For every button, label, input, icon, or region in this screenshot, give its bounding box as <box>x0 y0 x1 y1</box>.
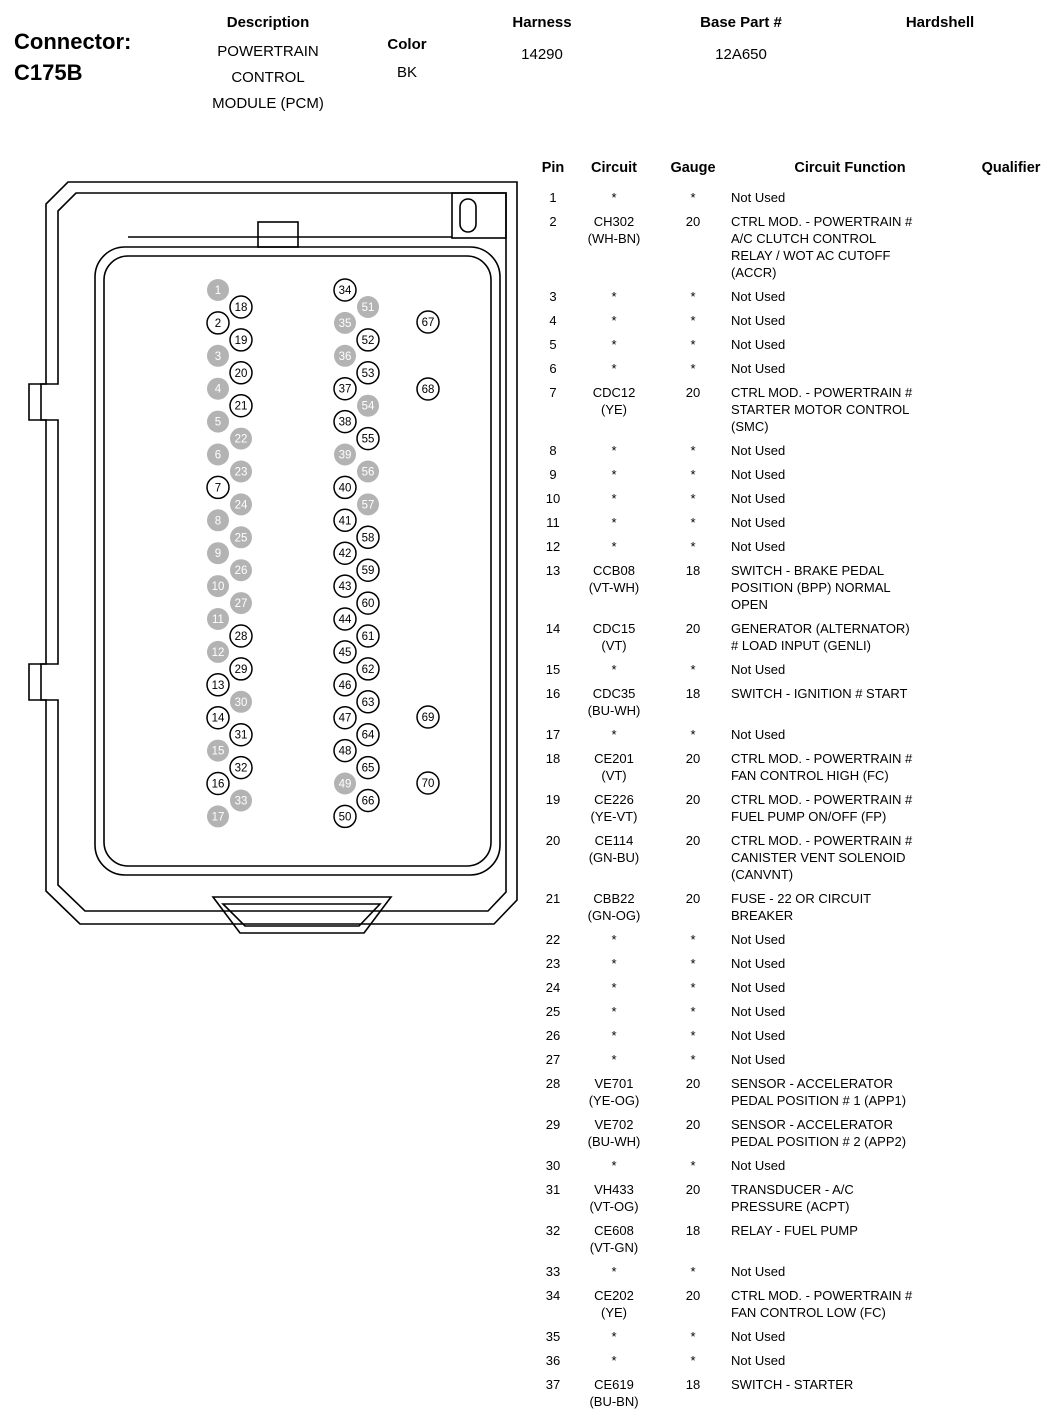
circuit-function: Not Used <box>731 361 786 376</box>
pin-30-label: 30 <box>234 696 248 709</box>
pin-33-label: 33 <box>234 795 248 808</box>
pin-row <box>533 360 1055 377</box>
pin-row <box>533 685 1055 719</box>
gauge-value: * <box>690 1158 696 1173</box>
pin-row <box>533 1003 1055 1020</box>
gauge-value: 20 <box>685 792 701 807</box>
pin-number: 27 <box>545 1052 561 1067</box>
column-header-circuit: Circuit <box>591 160 637 176</box>
pin-row <box>533 1376 1055 1410</box>
gauge-value: * <box>690 1004 696 1019</box>
pin-11-label: 11 <box>212 614 224 626</box>
circuit-function: TRANSDUCER - A/C PRESSURE (ACPT) <box>731 1182 854 1214</box>
circuit-function: Not Used <box>731 467 786 482</box>
pin-row <box>533 189 1055 206</box>
gauge-value: * <box>690 1329 696 1344</box>
pin-38-label: 38 <box>338 416 352 429</box>
gauge-value: 20 <box>685 1117 701 1132</box>
gauge-value: * <box>690 443 696 458</box>
pin-number: 11 <box>546 515 560 530</box>
harness-label: Harness <box>512 14 572 31</box>
pin-44-label: 44 <box>338 614 352 626</box>
pin-27-label: 27 <box>234 598 248 611</box>
circuit-code: * <box>611 190 617 205</box>
pin-60-label: 60 <box>361 598 375 611</box>
pin-45-label: 45 <box>338 646 352 659</box>
circuit-function: CTRL MOD. - POWERTRAIN # A/C CLUTCH CONTROL RELAY / WOT AC CUTOFF (ACCR) <box>731 214 913 280</box>
circuit-function: CTRL MOD. - POWERTRAIN # FAN CONTROL LOW (FC) <box>731 1288 913 1320</box>
circuit-function: SENSOR - ACCELERATOR PEDAL POSITION # 2 (APP2) <box>731 1117 907 1149</box>
pin-number: 29 <box>545 1117 561 1132</box>
housing-outline-inner <box>41 193 506 911</box>
pin-row <box>533 336 1055 353</box>
circuit-function: Not Used <box>731 313 786 328</box>
pin-number: 34 <box>545 1288 561 1303</box>
gauge-value: * <box>690 337 696 352</box>
description-line-1: POWERTRAIN <box>217 43 319 60</box>
pin-number: 12 <box>545 539 561 554</box>
pin-number: 33 <box>545 1264 561 1279</box>
circuit-function: Not Used <box>731 337 786 352</box>
color-block <box>376 36 438 86</box>
circuit-function: Not Used <box>731 539 786 554</box>
gauge-value: * <box>690 539 696 554</box>
circuit-code: * <box>611 727 617 742</box>
circuit-code: * <box>611 467 617 482</box>
pin-7-label: 7 <box>214 482 222 495</box>
pin-69-label: 69 <box>421 712 435 724</box>
pin-55-label: 55 <box>361 433 375 446</box>
circuit-function: CTRL MOD. - POWERTRAIN # FUEL PUMP ON/OFF (FP) <box>731 792 913 824</box>
pin-number: 26 <box>545 1028 561 1043</box>
connector-diagram <box>20 160 530 960</box>
gauge-value: 20 <box>685 891 701 906</box>
pin-56-label: 56 <box>361 466 375 479</box>
circuit-code: VE702 (BU-WH) <box>587 1117 641 1149</box>
pinout-table <box>533 160 1055 1417</box>
circuit-function: FUSE - 22 OR CIRCUIT BREAKER <box>731 891 872 923</box>
pin-22-label: 22 <box>234 433 248 446</box>
circuit-function: Not Used <box>731 1264 786 1279</box>
gauge-value: * <box>690 1264 696 1279</box>
pin-row <box>533 1027 1055 1044</box>
description-line-2: CONTROL <box>231 69 305 86</box>
circuit-function: SWITCH - STARTER <box>731 1377 854 1392</box>
circuit-function: CTRL MOD. - POWERTRAIN # FAN CONTROL HIGH (FC) <box>731 751 913 783</box>
pin-14-label: 14 <box>211 712 225 725</box>
pin-31-label: 31 <box>234 729 248 742</box>
circuit-function: Not Used <box>731 443 786 458</box>
circuit-function: CTRL MOD. - POWERTRAIN # STARTER MOTOR CONTROL (SMC) <box>731 385 913 434</box>
pin-41-label: 41 <box>338 515 352 528</box>
description-label: Description <box>226 14 310 31</box>
gauge-value: * <box>690 956 696 971</box>
column-header-pin: Pin <box>541 160 565 176</box>
pin-3-label: 3 <box>214 350 222 363</box>
circuit-code: * <box>611 956 617 971</box>
circuit-function: RELAY - FUEL PUMP <box>731 1223 858 1238</box>
gauge-value: 20 <box>685 214 701 229</box>
circuit-function: Not Used <box>731 980 786 995</box>
pin-number: 13 <box>545 563 561 578</box>
pin-53-label: 53 <box>361 367 375 380</box>
pin-39-label: 39 <box>338 449 352 462</box>
pin-row <box>533 832 1055 883</box>
circuit-code: * <box>611 662 617 677</box>
pin-68-label: 68 <box>421 384 435 396</box>
connector-label: Connector: <box>14 29 132 54</box>
pin-29-label: 29 <box>234 663 248 676</box>
pin-number: 16 <box>545 686 561 701</box>
circuit-code: * <box>611 289 617 304</box>
pin-49-label: 49 <box>338 778 352 791</box>
gauge-value: * <box>690 980 696 995</box>
circuit-function: SENSOR - ACCELERATOR PEDAL POSITION # 1 (APP1) <box>731 1076 907 1108</box>
color-label: Color <box>387 36 427 53</box>
pin-2-label: 2 <box>214 317 222 330</box>
pin-row <box>533 1328 1055 1345</box>
circuit-code: CCB08 (VT-WH) <box>588 563 640 595</box>
pin-number: 23 <box>545 956 561 971</box>
circuit-code: CH302 (WH-BN) <box>587 214 641 246</box>
harness-block <box>494 14 590 68</box>
pin-number: 2 <box>549 214 557 229</box>
pin-number: 17 <box>545 727 561 742</box>
circuit-function: Not Used <box>731 1329 786 1344</box>
pin-number: 32 <box>545 1223 561 1238</box>
circuit-code: CDC12 (YE) <box>592 385 636 417</box>
pin-57-label: 57 <box>361 499 375 512</box>
pin-26-label: 26 <box>234 565 248 578</box>
pin-34-label: 34 <box>338 285 352 297</box>
pin-16-label: 16 <box>211 778 225 791</box>
circuit-code: * <box>611 1052 617 1067</box>
circuit-function: SWITCH - BRAKE PEDAL POSITION (BPP) NORMAL OPEN <box>731 563 891 612</box>
pin-row <box>533 538 1055 555</box>
circuit-function: Not Used <box>731 1028 786 1043</box>
pin-number: 4 <box>549 313 557 328</box>
pin-number: 24 <box>545 980 561 995</box>
pin-58-label: 58 <box>361 532 375 545</box>
pin-47-label: 47 <box>338 712 352 725</box>
pinout-table-header <box>533 160 1055 177</box>
circuit-function: Not Used <box>731 1052 786 1067</box>
pin-21-label: 21 <box>234 400 248 413</box>
pin-row <box>533 661 1055 678</box>
connector-id: C175B <box>14 60 83 85</box>
pinout-table-body <box>533 189 1055 1410</box>
circuit-function: CTRL MOD. - POWERTRAIN # CANISTER VENT SOLENOID (CANVNT) <box>731 833 913 882</box>
gauge-value: 18 <box>685 563 701 578</box>
pin-number: 6 <box>549 361 557 376</box>
gauge-value: 20 <box>685 1288 701 1303</box>
circuit-code: * <box>611 491 617 506</box>
pin-row <box>533 979 1055 996</box>
description-block <box>186 14 350 117</box>
gauge-value: * <box>690 1052 696 1067</box>
bottom-latch-inner <box>223 904 380 926</box>
pin-19-label: 19 <box>234 334 248 347</box>
gauge-value: * <box>690 289 696 304</box>
pin-row <box>533 288 1055 305</box>
circuit-code: * <box>611 1028 617 1043</box>
pin-66-label: 66 <box>361 795 375 808</box>
gauge-value: 20 <box>685 1076 701 1091</box>
pin-row <box>533 1222 1055 1256</box>
description-line-3: MODULE (PCM) <box>212 95 324 112</box>
pin-64-label: 64 <box>361 729 375 742</box>
hardshell-label: Hardshell <box>905 14 975 31</box>
pin-9-label: 9 <box>214 548 222 561</box>
pin-number: 35 <box>545 1329 561 1344</box>
base-part-block <box>678 14 804 68</box>
color-value: BK <box>396 64 417 81</box>
pin-row <box>533 1157 1055 1174</box>
pin-40-label: 40 <box>338 482 352 495</box>
pin-59-label: 59 <box>361 565 375 578</box>
pin-row <box>533 442 1055 459</box>
circuit-function: Not Used <box>731 1353 786 1368</box>
pin-row <box>533 1051 1055 1068</box>
pin-number: 14 <box>545 621 561 636</box>
circuit-code: * <box>611 1353 617 1368</box>
circuit-code: CDC15 (VT) <box>592 621 636 653</box>
circuit-code: CE201 (VT) <box>594 751 634 783</box>
column-header-circuit-function: Circuit Function <box>794 160 906 176</box>
pin-number: 19 <box>545 792 561 807</box>
gauge-value: * <box>690 467 696 482</box>
pin-1-label: 1 <box>214 285 222 297</box>
pin-36-label: 36 <box>338 350 352 363</box>
pin-row <box>533 890 1055 924</box>
pin-54-label: 54 <box>361 400 375 413</box>
pin-number: 31 <box>545 1182 561 1197</box>
circuit-code: CBB22 (GN-OG) <box>587 891 641 923</box>
gauge-value: * <box>690 1028 696 1043</box>
circuit-code: CE608 (VT-GN) <box>589 1223 639 1255</box>
gauge-value: * <box>690 515 696 530</box>
pin-46-label: 46 <box>338 679 352 692</box>
pin-63-label: 63 <box>361 696 375 709</box>
pin-row <box>533 1287 1055 1321</box>
circuit-code: * <box>611 1264 617 1279</box>
circuit-code: * <box>611 313 617 328</box>
pin-6-label: 6 <box>214 449 222 462</box>
pin-row <box>533 490 1055 507</box>
circuit-function: Not Used <box>731 515 786 530</box>
harness-value: 14290 <box>521 46 563 63</box>
circuit-function: Not Used <box>731 289 786 304</box>
gauge-value: * <box>690 313 696 328</box>
pin-50-label: 50 <box>338 811 352 824</box>
pin-number: 1 <box>549 190 557 205</box>
pin-18-label: 18 <box>234 302 248 314</box>
circuit-code: CE619 (BU-BN) <box>589 1377 639 1409</box>
pin-number: 10 <box>545 491 561 506</box>
pin-row <box>533 955 1055 972</box>
pin-row <box>533 1075 1055 1109</box>
gauge-value: * <box>690 662 696 677</box>
pin-number: 37 <box>545 1377 561 1392</box>
pin-row <box>533 514 1055 531</box>
pin-row <box>533 1263 1055 1280</box>
pin-17-label: 17 <box>211 811 225 824</box>
pin-row <box>533 620 1055 654</box>
circuit-function: Not Used <box>731 1158 786 1173</box>
pin-row <box>533 312 1055 329</box>
pin-number: 8 <box>549 443 557 458</box>
pin-number: 30 <box>545 1158 561 1173</box>
pin-field <box>207 279 439 827</box>
pin-15-label: 15 <box>211 745 225 758</box>
gauge-value: 18 <box>685 1223 701 1238</box>
pin-10-label: 10 <box>211 581 225 594</box>
circuit-function: Not Used <box>731 932 786 947</box>
circuit-function: Not Used <box>731 1004 786 1019</box>
pin-number: 28 <box>545 1076 561 1091</box>
gauge-value: * <box>690 932 696 947</box>
pin-42-label: 42 <box>338 548 352 561</box>
pin-67-label: 67 <box>421 317 435 329</box>
circuit-code: CE114 (GN-BU) <box>588 833 640 865</box>
pin-number: 25 <box>545 1004 561 1019</box>
circuit-function: Not Used <box>731 662 786 677</box>
circuit-code: * <box>611 980 617 995</box>
circuit-code: * <box>611 515 617 530</box>
base-part-label: Base Part # <box>700 14 782 31</box>
pin-25-label: 25 <box>234 532 248 545</box>
pin-32-label: 32 <box>234 762 248 775</box>
pin-row <box>533 213 1055 281</box>
pin-number: 3 <box>549 289 557 304</box>
gauge-value: * <box>690 1353 696 1368</box>
pin-43-label: 43 <box>338 581 352 594</box>
circuit-code: * <box>611 1158 617 1173</box>
pin-23-label: 23 <box>234 466 248 479</box>
pin-35-label: 35 <box>338 317 352 330</box>
circuit-code: * <box>611 1004 617 1019</box>
circuit-function: SWITCH - IGNITION # START <box>731 686 908 701</box>
pin-70-label: 70 <box>421 778 435 790</box>
gauge-value: 20 <box>685 751 701 766</box>
circuit-code: CDC35 (BU-WH) <box>587 686 641 718</box>
pin-row <box>533 791 1055 825</box>
pin-13-label: 13 <box>211 679 225 692</box>
pin-51-label: 51 <box>361 302 375 314</box>
circuit-code: CE226 (YE-VT) <box>590 792 638 824</box>
circuit-code: * <box>611 443 617 458</box>
circuit-code: * <box>611 337 617 352</box>
pin-number: 22 <box>545 932 561 947</box>
gauge-value: 18 <box>685 686 701 701</box>
circuit-code: * <box>611 361 617 376</box>
circuit-function: Not Used <box>731 727 786 742</box>
circuit-code: * <box>611 539 617 554</box>
pin-number: 21 <box>545 891 561 906</box>
pin-8-label: 8 <box>214 515 222 528</box>
column-header-qualifier: Qualifier <box>981 160 1041 176</box>
base-part-value: 12A650 <box>715 46 767 63</box>
column-header-gauge: Gauge <box>670 160 716 176</box>
center-key <box>258 222 298 247</box>
pin-20-label: 20 <box>234 367 248 380</box>
gauge-value: * <box>690 190 696 205</box>
pin-number: 18 <box>545 751 561 766</box>
pin-row <box>533 726 1055 743</box>
pin-row <box>533 384 1055 435</box>
pin-row <box>533 931 1055 948</box>
circuit-function: Not Used <box>731 190 786 205</box>
pin-number: 5 <box>549 337 557 352</box>
pin-61-label: 61 <box>361 631 375 643</box>
pin-5-label: 5 <box>214 416 222 429</box>
circuit-code: CE202 (YE) <box>594 1288 634 1320</box>
gauge-value: * <box>690 491 696 506</box>
pin-65-label: 65 <box>361 762 375 775</box>
pin-28-label: 28 <box>234 631 248 643</box>
pin-62-label: 62 <box>361 663 375 676</box>
circuit-function: GENERATOR (ALTERNATOR) # LOAD INPUT (GENLI) <box>731 621 910 653</box>
circuit-code: VE701 (YE-OG) <box>588 1076 640 1108</box>
keyway-slot <box>460 199 476 232</box>
circuit-code: VH433 (VT-OG) <box>589 1182 639 1214</box>
pin-row <box>533 1116 1055 1150</box>
circuit-function: Not Used <box>731 491 786 506</box>
hardshell-block <box>886 14 994 31</box>
gauge-value: 20 <box>685 385 701 400</box>
gauge-value: * <box>690 727 696 742</box>
pin-number: 7 <box>549 385 557 400</box>
pin-number: 36 <box>545 1353 561 1368</box>
pin-12-label: 12 <box>211 646 225 659</box>
pin-4-label: 4 <box>214 383 222 396</box>
bottom-latch-outer <box>213 897 391 933</box>
connector-title-block <box>14 26 184 88</box>
circuit-code: * <box>611 932 617 947</box>
pin-number: 15 <box>545 662 561 677</box>
pin-52-label: 52 <box>361 334 375 347</box>
pin-48-label: 48 <box>338 745 352 758</box>
description-value <box>186 39 350 117</box>
pin-row <box>533 1352 1055 1369</box>
gauge-value: 20 <box>685 621 701 636</box>
gauge-value: 20 <box>685 1182 701 1197</box>
gauge-value: * <box>690 361 696 376</box>
pin-row <box>533 466 1055 483</box>
pin-24-label: 24 <box>234 499 248 512</box>
housing-outline-outer <box>29 182 517 924</box>
circuit-function: Not Used <box>731 956 786 971</box>
pin-number: 9 <box>549 467 557 482</box>
pin-number: 20 <box>545 833 561 848</box>
pin-37-label: 37 <box>338 383 352 396</box>
pin-row <box>533 1181 1055 1215</box>
circuit-code: * <box>611 1329 617 1344</box>
pin-row <box>533 750 1055 784</box>
pin-row <box>533 562 1055 613</box>
gauge-value: 18 <box>685 1377 701 1392</box>
gauge-value: 20 <box>685 833 701 848</box>
